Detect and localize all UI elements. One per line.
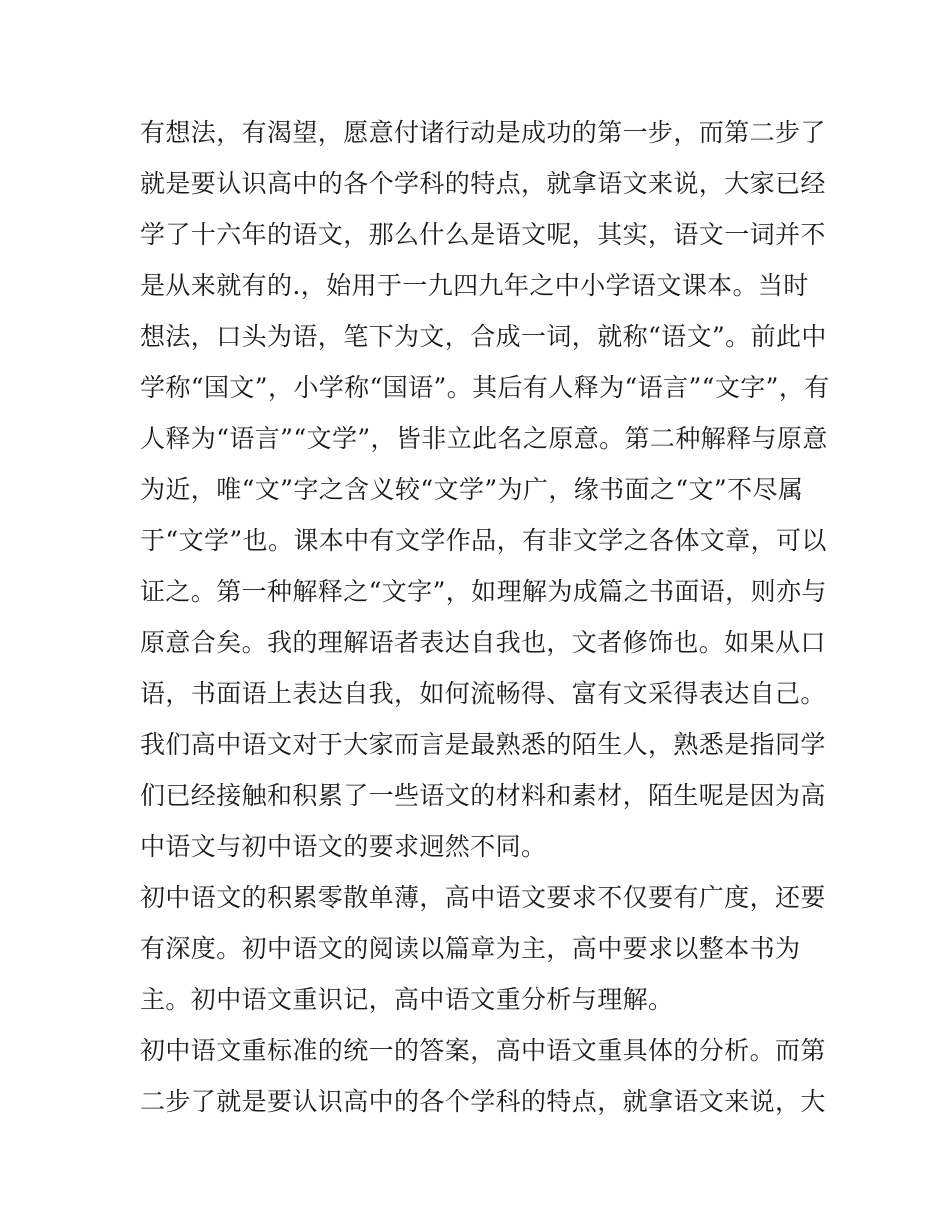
document-body xyxy=(140,107,830,1127)
text-line: 证之。第一种解释之“文字”，如理解为成篇之书面语，则亦与 xyxy=(140,577,827,606)
text-line: 学称“国文”，小学称“国语”。其后有人释为“语言”“文字”，有 xyxy=(140,373,830,402)
text-line: 原意合矣。我的理解语者表达自我也，文者修饰也。如果从口 xyxy=(140,628,826,657)
text-line: 有深度。初中语文的阅读以篇章为主，高中要求以整本书为 xyxy=(140,934,801,963)
text-line: 主。初中语文重识记，高中语文重分析与理解。 xyxy=(140,985,674,1014)
text-line: 人释为“语言”“文学”，皆非立此名之原意。第二种解释与原意 xyxy=(140,424,828,453)
text-line: 二步了就是要认识高中的各个学科的特点，就拿语文来说，大 xyxy=(140,1087,826,1116)
text-line: 们已经接触和积累了一些语文的材料和素材，陌生呢是因为高 xyxy=(140,781,826,810)
text-line: 就是要认识高中的各个学科的特点，就拿语文来说，大家已经 xyxy=(140,169,826,198)
text-line: 学了十六年的语文，那么什么是语文呢，其实，语文一词并不 xyxy=(140,220,826,249)
text-line: 是从来就有的.，始用于一九四九年之中小学语文课本。当时 xyxy=(140,271,809,300)
text-line: 想法，口头为语，笔下为文，合成一词，就称“语文”。前此中 xyxy=(140,322,827,351)
text-line: 语，书面语上表达自我，如何流畅得、富有文采得表达自己。 xyxy=(140,679,826,708)
text-line: 中语文与初中语文的要求迥然不同。 xyxy=(140,832,547,861)
text-line: 有想法，有渴望，愿意付诸行动是成功的第一步，而第二步了 xyxy=(140,118,826,147)
text-line: 于“文学”也。课本中有文学作品，有非文学之各体文章，可以 xyxy=(140,526,827,555)
text-line: 初中语文重标准的统一的答案，高中语文重具体的分析。而第 xyxy=(140,1036,826,1065)
text-line: 初中语文的积累零散单薄，高中语文要求不仅要有广度，还要 xyxy=(140,883,826,912)
text-line: 为近，唯“文”字之含义较“文学”为广，缘书面之“文”不尽属 xyxy=(140,475,804,504)
text-line: 我们高中语文对于大家而言是最熟悉的陌生人，熟悉是指同学 xyxy=(140,730,826,759)
